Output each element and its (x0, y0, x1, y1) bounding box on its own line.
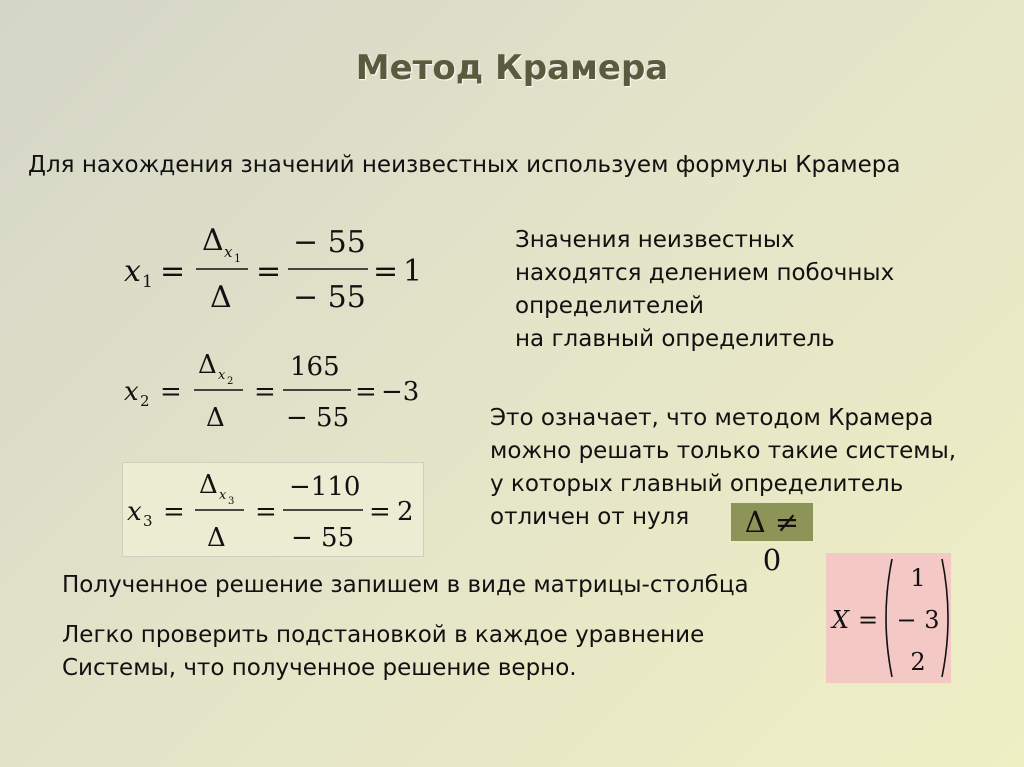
solution-matrix (826, 553, 951, 683)
x3-eq3: = (369, 497, 391, 527)
explanation-1 (515, 224, 894, 356)
explanation-1-line: Значения неизвестных (515, 227, 795, 253)
explanation-1-line: на главный определитель (515, 326, 835, 352)
x1-den-delta: Δ (210, 280, 232, 315)
formula-x1 (118, 215, 438, 320)
formula-x3 (122, 462, 424, 557)
x3-var: x (127, 497, 142, 527)
x1-eq2: = (256, 254, 282, 289)
right-paren (942, 559, 948, 677)
explanation-1-line: находятся делением побочных (515, 260, 895, 286)
nonzero-condition: Δ ≠ 0 (731, 503, 813, 541)
explanation-2 (490, 402, 956, 534)
solution-text: Полученное решение запишем в виде матрицы-столбца (62, 572, 749, 598)
explanation-2-line: можно решать только такие системы, (490, 438, 957, 464)
x3-result: 2 (397, 497, 414, 527)
x3-sub: 3 (143, 512, 153, 530)
x2-num-subidx: 2 (227, 376, 234, 387)
explanation-1-line: определителей (515, 293, 704, 319)
verification-text (62, 619, 704, 685)
x2-num-delta: Δ (198, 350, 217, 380)
verification-line: Легко проверить подстановкой в каждое уравнение (62, 622, 705, 648)
matrix-value: 2 (910, 648, 926, 676)
x1-num-subidx: 1 (234, 252, 241, 265)
matrix-var: X (832, 606, 850, 634)
x3-num-subidx: 3 (228, 496, 235, 507)
x3-eq2: = (255, 497, 277, 527)
x1-result: 1 (403, 254, 423, 289)
matrix-eq: = (858, 606, 879, 634)
x1-sub: 1 (142, 272, 153, 292)
x1-den-val: − 55 (293, 280, 366, 315)
x1-num-val: − 55 (293, 225, 366, 260)
x1-num-delta: Δ (202, 223, 224, 258)
x1-var: x (124, 254, 141, 289)
x3-num-delta: Δ (199, 470, 218, 500)
x3-num-val: −110 (289, 472, 361, 502)
explanation-2-line: Это означает, что методом Крамера (490, 405, 934, 431)
explanation-2-line: у которых главный определитель (490, 471, 904, 497)
x1-eq1: = (160, 254, 186, 289)
x2-result: −3 (381, 377, 420, 407)
matrix-value: − 3 (896, 606, 940, 634)
x2-num-sub: x (218, 368, 226, 383)
x2-eq2: = (254, 377, 276, 407)
x3-den-delta: Δ (207, 523, 226, 553)
x1-eq3: = (373, 254, 399, 289)
left-paren (886, 559, 892, 677)
solution-matrix-svg (826, 553, 951, 683)
explanation-2-line: отличен от нуля (490, 504, 690, 530)
x3-num-sub: x (219, 488, 227, 503)
matrix-value: 1 (910, 564, 926, 592)
x2-var: x (124, 377, 139, 407)
x2-den-val: − 55 (286, 403, 350, 433)
x3-eq1: = (163, 497, 185, 527)
x3-den-val: − 55 (291, 523, 355, 553)
x2-sub: 2 (140, 392, 150, 410)
formula-x2 (118, 343, 438, 438)
verification-line: Системы, что полученное решение верно. (62, 655, 577, 681)
x2-den-delta: Δ (206, 403, 225, 433)
x2-eq3: = (355, 377, 377, 407)
intro-text: Для нахождения значений неизвестных используем формулы Крамера (28, 152, 901, 178)
slide-title: Метод Крамера (355, 48, 669, 88)
x1-num-sub: x (224, 243, 233, 261)
x2-eq1: = (160, 377, 182, 407)
x2-num-val: 165 (290, 352, 340, 382)
